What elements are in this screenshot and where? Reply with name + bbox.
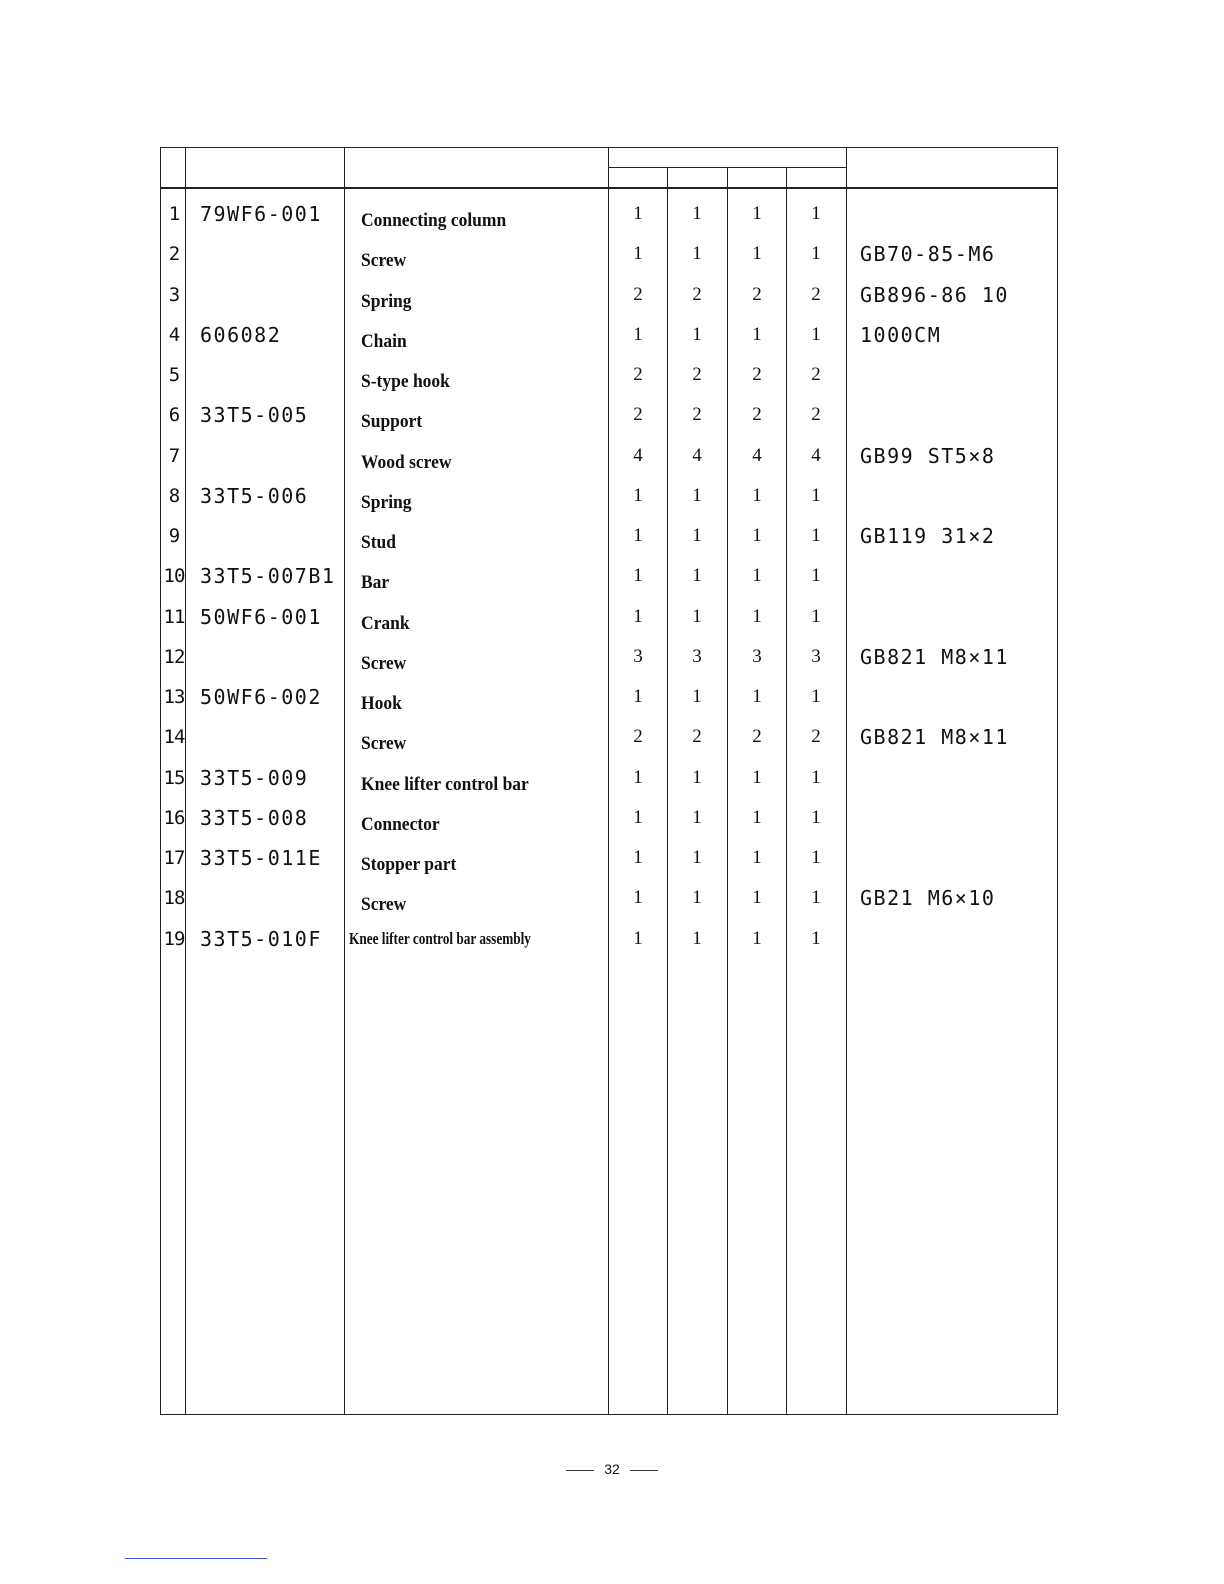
quantity-1: 1 — [633, 928, 643, 949]
quantity-1: 2 — [633, 404, 643, 425]
footer-dash-right — [630, 1470, 658, 1471]
quantity-4: 1 — [811, 928, 821, 949]
quantity-3: 1 — [752, 887, 762, 908]
quantity-3: 1 — [752, 686, 762, 707]
row-number: 12 — [163, 646, 185, 668]
part-description: Bar — [361, 572, 390, 593]
quantity-3: 1 — [752, 525, 762, 546]
quantity-2: 1 — [692, 565, 702, 586]
part-remark: GB821 M8×11 — [860, 725, 1009, 749]
quantity-2: 4 — [692, 445, 702, 466]
part-description: Spring — [361, 492, 412, 513]
part-description: Knee lifter control bar assembly — [349, 929, 531, 948]
quantity-3: 1 — [752, 847, 762, 868]
part-description: Stopper part — [361, 854, 457, 875]
part-remark: GB821 M8×11 — [860, 645, 1009, 669]
quantity-3: 2 — [752, 404, 762, 425]
row-number: 16 — [163, 807, 185, 829]
quantity-4: 1 — [811, 565, 821, 586]
part-description: Connecting column — [361, 210, 507, 231]
part-description: Crank — [361, 613, 410, 634]
part-remark: GB70-85-M6 — [860, 242, 996, 266]
part-code: 33T5-011E — [200, 846, 322, 870]
quantity-1: 1 — [633, 686, 643, 707]
quantity-4: 1 — [811, 324, 821, 345]
part-description: S-type hook — [361, 371, 450, 392]
part-description: Screw — [361, 733, 407, 754]
quantity-4: 2 — [811, 364, 821, 385]
part-description: Hook — [361, 693, 402, 714]
quantity-3: 1 — [752, 243, 762, 264]
part-description: Screw — [361, 653, 407, 674]
part-description: Screw — [361, 894, 407, 915]
quantity-4: 1 — [811, 767, 821, 788]
quantity-2: 2 — [692, 284, 702, 305]
quantity-2: 2 — [692, 404, 702, 425]
quantity-3: 2 — [752, 726, 762, 747]
part-description: Screw — [361, 250, 407, 271]
quantity-1: 1 — [633, 565, 643, 586]
quantity-3: 2 — [752, 284, 762, 305]
row-number: 14 — [163, 726, 185, 748]
quantity-1: 1 — [633, 203, 643, 224]
row-number: 4 — [168, 324, 180, 346]
part-code: 50WF6-002 — [200, 685, 322, 709]
quantity-3: 1 — [752, 606, 762, 627]
quantity-3: 1 — [752, 485, 762, 506]
part-code: 33T5-008 — [200, 806, 309, 830]
quantity-2: 1 — [692, 807, 702, 828]
quantity-2: 2 — [692, 726, 702, 747]
quantity-1: 1 — [633, 243, 643, 264]
quantity-1: 1 — [633, 767, 643, 788]
part-remark: GB21 M6×10 — [860, 886, 996, 910]
quantity-4: 1 — [811, 243, 821, 264]
quantity-4: 2 — [811, 726, 821, 747]
part-description: Spring — [361, 291, 412, 312]
part-remark: GB896-86 10 — [860, 283, 1009, 307]
row-number: 19 — [163, 928, 185, 950]
quantity-1: 1 — [633, 606, 643, 627]
row-number: 13 — [163, 686, 185, 708]
row-number: 2 — [168, 243, 180, 265]
row-number: 18 — [163, 887, 185, 909]
quantity-3: 1 — [752, 324, 762, 345]
quantity-1: 2 — [633, 284, 643, 305]
quantity-1: 1 — [633, 525, 643, 546]
quantity-1: 3 — [633, 646, 643, 667]
quantity-1: 1 — [633, 807, 643, 828]
part-code: 33T5-006 — [200, 484, 309, 508]
header-bottom-rule — [160, 187, 1058, 189]
row-number: 15 — [163, 767, 185, 789]
page-number: 32 — [604, 1461, 620, 1477]
quantity-3: 1 — [752, 928, 762, 949]
part-description: Connector — [361, 814, 440, 835]
part-code: 33T5-007B1 — [200, 564, 336, 588]
quantity-2: 1 — [692, 485, 702, 506]
quantity-2: 1 — [692, 686, 702, 707]
quantity-4: 1 — [811, 525, 821, 546]
quantity-4: 1 — [811, 807, 821, 828]
row-number: 17 — [163, 847, 185, 869]
quantity-2: 1 — [692, 928, 702, 949]
part-code: 50WF6-001 — [200, 605, 322, 629]
quantity-1: 1 — [633, 485, 643, 506]
page-footer — [0, 1461, 1224, 1477]
quantity-2: 3 — [692, 646, 702, 667]
quantity-2: 1 — [692, 887, 702, 908]
quantity-4: 3 — [811, 646, 821, 667]
quantity-3: 1 — [752, 203, 762, 224]
quantity-1: 1 — [633, 847, 643, 868]
column-divider — [846, 147, 847, 1415]
quantity-3: 4 — [752, 445, 762, 466]
part-code: 33T5-009 — [200, 766, 309, 790]
quantity-4: 2 — [811, 284, 821, 305]
row-number: 11 — [163, 606, 185, 628]
row-number: 7 — [168, 445, 180, 467]
part-remark: GB99 ST5×8 — [860, 444, 996, 468]
part-description: Support — [361, 411, 423, 432]
quantity-4: 1 — [811, 847, 821, 868]
quantity-3: 3 — [752, 646, 762, 667]
part-code: 606082 — [200, 323, 282, 347]
part-remark: 1000CM — [860, 323, 942, 347]
row-number: 1 — [168, 203, 180, 225]
quantity-3: 1 — [752, 807, 762, 828]
part-code: 79WF6-001 — [200, 202, 322, 226]
quantity-1: 1 — [633, 324, 643, 345]
quantity-4: 4 — [811, 445, 821, 466]
row-number: 3 — [168, 284, 180, 306]
header-subdivider — [608, 167, 846, 168]
row-number: 9 — [168, 525, 180, 547]
quantity-2: 1 — [692, 525, 702, 546]
quantity-2: 1 — [692, 767, 702, 788]
quantity-2: 1 — [692, 203, 702, 224]
part-description: Chain — [361, 331, 407, 352]
footnote-rule — [125, 1558, 267, 1559]
quantity-1: 4 — [633, 445, 643, 466]
part-code: 33T5-010F — [200, 927, 322, 951]
footer-dash-left — [566, 1470, 594, 1471]
column-divider — [344, 147, 345, 1415]
quantity-2: 1 — [692, 243, 702, 264]
quantity-1: 1 — [633, 887, 643, 908]
quantity-4: 1 — [811, 887, 821, 908]
quantity-3: 1 — [752, 565, 762, 586]
part-description: Wood screw — [361, 452, 452, 473]
quantity-3: 2 — [752, 364, 762, 385]
quantity-4: 1 — [811, 485, 821, 506]
quantity-4: 1 — [811, 203, 821, 224]
quantity-3: 1 — [752, 767, 762, 788]
quantity-2: 1 — [692, 606, 702, 627]
part-description: Stud — [361, 532, 396, 553]
quantity-4: 1 — [811, 606, 821, 627]
row-number: 5 — [168, 364, 180, 386]
quantity-2: 1 — [692, 847, 702, 868]
quantity-1: 2 — [633, 726, 643, 747]
part-code: 33T5-005 — [200, 403, 309, 427]
quantity-1: 2 — [633, 364, 643, 385]
quantity-4: 2 — [811, 404, 821, 425]
quantity-2: 2 — [692, 364, 702, 385]
part-description: Knee lifter control bar — [361, 774, 529, 795]
quantity-4: 1 — [811, 686, 821, 707]
part-remark: GB119 31×2 — [860, 524, 996, 548]
row-number: 10 — [163, 565, 185, 587]
row-number: 6 — [168, 404, 180, 426]
row-number: 8 — [168, 485, 180, 507]
quantity-2: 1 — [692, 324, 702, 345]
